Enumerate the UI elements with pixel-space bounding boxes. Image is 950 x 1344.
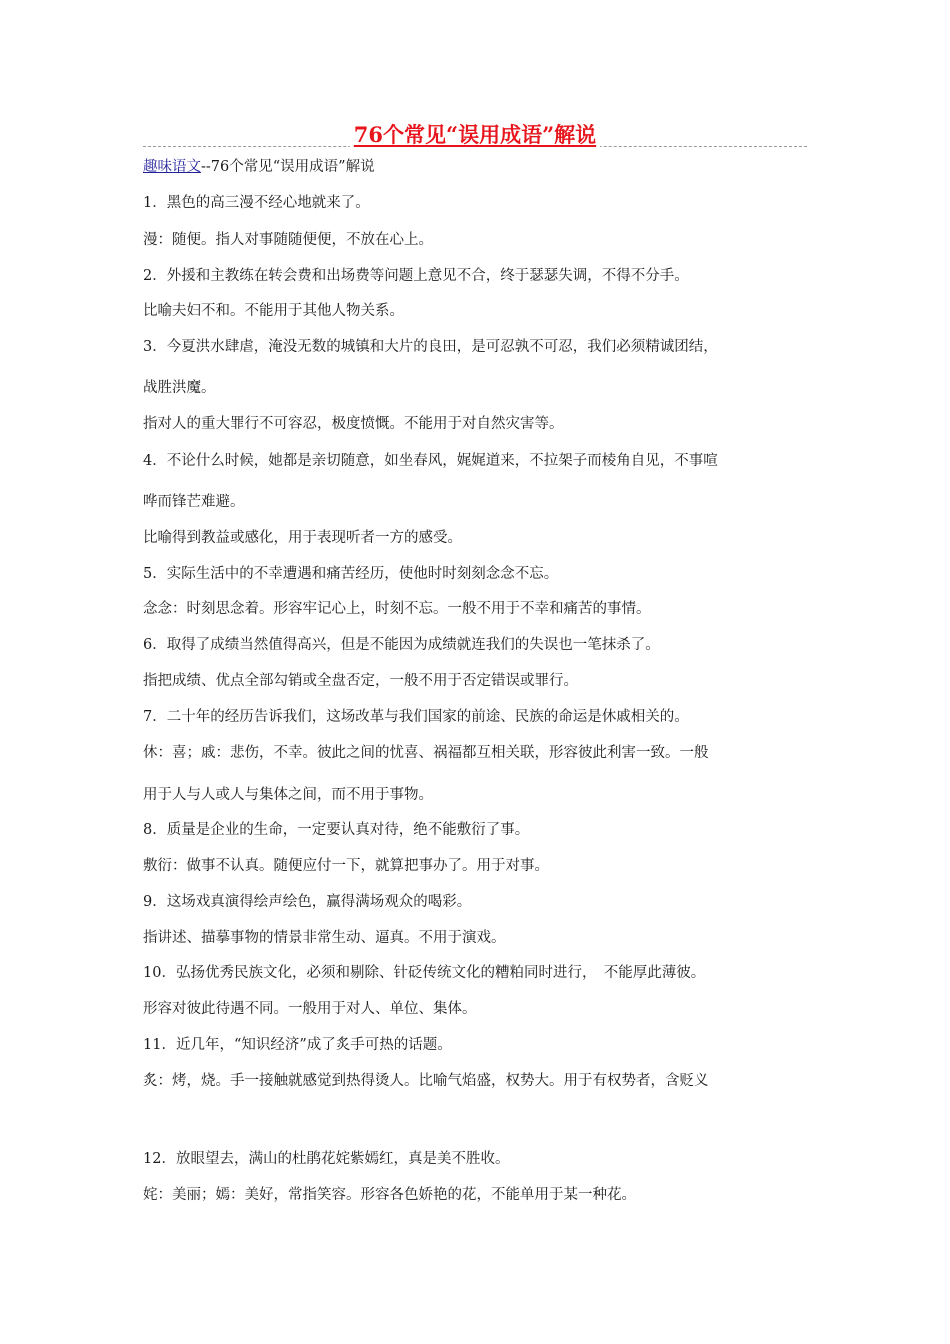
text-line: 敷衍：做事不认真。随便应付一下，就算把事办了。用于对事。 bbox=[143, 858, 549, 874]
category-link[interactable]: 趣味语文 bbox=[143, 159, 201, 175]
text-line: 形容对彼此待遇不同。一般用于对人、单位、集体。 bbox=[143, 1001, 477, 1017]
text-line: 姹：美丽；嫣：美好，常指笑容。形容各色娇艳的花，不能单用于某一种花。 bbox=[143, 1187, 636, 1203]
text-line: 12．放眼望去，满山的杜鹃花姹紫嫣红，真是美不胜收。 bbox=[143, 1151, 510, 1167]
text-line: 2．外援和主教练在转会费和出场费等问题上意见不合，终于瑟瑟失调，不得不分手。 bbox=[143, 268, 689, 284]
intro-line bbox=[143, 156, 375, 178]
text-line: 7．二十年的经历告诉我们，这场改革与我们国家的前途、民族的命运是休戚相关的。 bbox=[143, 709, 689, 725]
text-line: 9．这场戏真演得绘声绘色，赢得满场观众的喝彩。 bbox=[143, 894, 472, 910]
text-line: 10．弘扬优秀民族文化，必须和剔除、针砭传统文化的糟粕同时进行， 不能厚此薄彼。 bbox=[143, 965, 706, 981]
text-line: 5．实际生活中的不幸遭遇和痛苦经历，使他时时刻刻念念不忘。 bbox=[143, 566, 559, 582]
text-line: 用于人与人或人与集体之间，而不用于事物。 bbox=[143, 787, 433, 803]
text-line: 4．不论什么时候，她都是亲切随意，如坐春风，娓娓道来，不拉架子而棱角自见，不事喧 bbox=[143, 453, 718, 469]
text-line: 战胜洪魔。 bbox=[143, 380, 216, 396]
page-title-row bbox=[143, 120, 807, 150]
text-line: 炙：烤，烧。手一接触就感觉到热得烫人。比喻气焰盛，权势大。用于有权势者，含贬义 bbox=[143, 1073, 709, 1089]
text-line: 1．黑色的高三漫不经心地就来了。 bbox=[143, 195, 370, 211]
text-line: 念念：时刻思念着。形容牢记心上，时刻不忘。一般不用于不幸和痛苦的事情。 bbox=[143, 601, 651, 617]
intro-text: --76个常见“误用成语”解说 bbox=[201, 159, 375, 175]
text-line: 漫：随便。指人对事随随便便，不放在心上。 bbox=[143, 232, 433, 248]
title-block bbox=[143, 120, 807, 154]
text-line: 11．近几年，“知识经济”成了炙手可热的话题。 bbox=[143, 1037, 452, 1053]
page-title: 76个常见“误用成语”解说 bbox=[350, 122, 600, 147]
text-line: 6．取得了成绩当然值得高兴，但是不能因为成绩就连我们的失误也一笔抹杀了。 bbox=[143, 637, 660, 653]
text-line: 3．今夏洪水肆虐，淹没无数的城镇和大片的良田，是可忍孰不可忍，我们必须精诚团结， bbox=[143, 339, 718, 355]
text-line: 休：喜；戚：悲伤，不幸。彼此之间的忧喜、祸福都互相关联，形容彼此利害一致。一般 bbox=[143, 745, 709, 761]
text-line: 指对人的重大罪行不可容忍，极度愤慨。不能用于对自然灾害等。 bbox=[143, 416, 564, 432]
text-line: 比喻夫妇不和。不能用于其他人物关系。 bbox=[143, 303, 404, 319]
text-line: 8．质量是企业的生命，一定要认真对待，绝不能敷衍了事。 bbox=[143, 822, 530, 838]
text-line: 哗而锋芒难避。 bbox=[143, 494, 245, 510]
text-line: 比喻得到教益或感化，用于表现听者一方的感受。 bbox=[143, 530, 462, 546]
text-line: 指讲述、描摹事物的情景非常生动、逼真。不用于演戏。 bbox=[143, 930, 506, 946]
text-line: 指把成绩、优点全部勾销或全盘否定，一般不用于否定错误或罪行。 bbox=[143, 673, 578, 689]
